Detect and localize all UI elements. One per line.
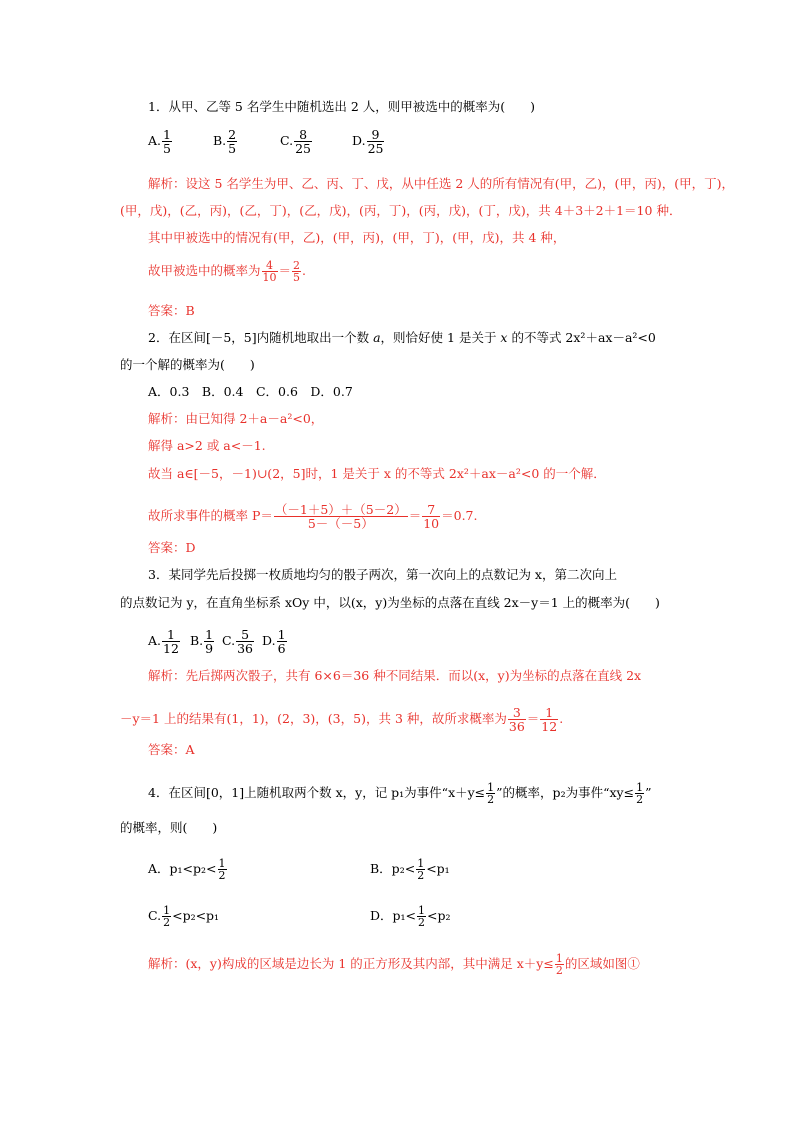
q3-answer: 答案：A [148, 742, 195, 757]
q4-option-b[interactable]: B．p₂< $\frac{1}{2}$ <p₁ [370, 857, 450, 882]
q1-option-d[interactable]: D. $\frac{9}{25}$ [352, 127, 384, 156]
q3-option-d[interactable]: D. $\frac{1}{6}$ [262, 627, 286, 656]
q1-option-a[interactable]: A. $\frac{1}{5}$ [148, 127, 171, 156]
q1-stem: 1．从甲、乙等 5 名学生中随机选出 2 人，则甲被选中的概率为( ) [148, 99, 536, 114]
q2-solution-line-1: 解析：由已知得 2＋a－a²<0， [148, 411, 324, 426]
q4-option-d[interactable]: D．p₁< $\frac{1}{2}$ <p₂ [370, 904, 451, 929]
q3-stem-line-1: 3．某同学先后投掷一枚质地均匀的骰子两次，第一次向上的点数记为 x，第二次向上 [148, 567, 617, 582]
q1-solution-line-1: 解析：设这 5 名学生为甲、乙、丙、丁、戊，从中任选 2 人的所有情况有(甲，乙)，(甲，丙)，(甲，丁)， [148, 176, 735, 191]
q4-option-c[interactable]: C. $\frac{1}{2}$ <p₂<p₁ [148, 904, 220, 929]
q4-stem-line-2: 的概率，则( ) [120, 820, 218, 835]
q2-solution-line-2: 解得 a>2 或 a<－1. [148, 438, 266, 453]
q3-solution-line-2: －y＝1 上的结果有(1，1)，(2，3)，(3，5)，共 3 种，故所求概率为 $\frac{3}{36}$ ＝ $\frac{1}{12}$ . [120, 705, 564, 734]
q3-option-c[interactable]: C. $\frac{5}{36}$ [222, 627, 253, 656]
q3-option-b[interactable]: B. $\frac{1}{9}$ [190, 627, 214, 656]
q1-solution-line-3: 其中甲被选中的情况有(甲，乙)，(甲，丙)，(甲，丁)，(甲，戊)，共 4 种， [148, 230, 566, 245]
q2-solution-line-3: 故当 a∈[－5，－1)∪(2，5]时，1 是关于 x 的不等式 2x²＋ax－a²<0 的一个解． [148, 466, 606, 481]
q3-option-a[interactable]: A. $\frac{1}{12}$ [148, 627, 179, 656]
q2-stem-line-1: 2．在区间[－5，5]内随机地取出一个数 a，则恰好使 1 是关于 x 的不等式 2x²＋ax－a²<0 [148, 330, 656, 345]
q1-answer: 答案：B [148, 303, 195, 318]
q1-option-c[interactable]: C. $\frac{8}{25}$ [280, 127, 311, 156]
q4-option-a[interactable]: A．p₁<p₂< $\frac{1}{2}$ [148, 857, 226, 882]
q2-options[interactable]: A．0.3 B．0.4 C．0.6 D．0.7 [148, 384, 353, 399]
q1-option-b[interactable]: B. $\frac{2}{5}$ [213, 127, 237, 156]
q2-stem-line-2: 的一个解的概率为( ) [120, 357, 255, 372]
q2-solution-line-4: 故所求事件的概率 P＝ $\frac{(-1+5)+(5-2)}{5-(-5)}$ ＝ $\frac{7}{10}$ ＝0.7. [148, 502, 478, 531]
q1-solution-line-2: (甲，戊)，(乙，丙)，(乙，丁)，(乙，戊)，(丙，丁)，(丙，戊)，(丁，戊)，共 4＋3＋2＋1＝10 种． [120, 203, 682, 218]
q2-answer: 答案：D [148, 540, 196, 555]
q3-solution-line-1: 解析：先后掷两次骰子，共有 6×6＝36 种不同结果．而以(x，y)为坐标的点落在直线 2x [148, 668, 642, 683]
q1-solution-line-4: 故甲被选中的概率为 $\frac{4}{10}$ ＝ $\frac{2}{5}$ . [148, 259, 307, 284]
q4-solution-line-1: 解析：(x，y)构成的区域是边长为 1 的正方形及其内部，其中满足 x＋y≤ $\frac{1}{2}$ 的区域如图① [148, 952, 640, 977]
q3-stem-line-2: 的点数记为 y，在直角坐标系 xOy 中，以(x，y)为坐标的点落在直线 2x－y＝1 上的概率为( ) [120, 595, 660, 610]
q4-stem-line-1: 4．在区间[0，1]上随机取两个数 x，y，记 p₁为事件“x＋y≤ $\frac{1}{2}$ ”的概率，p₂为事件“xy≤ $\frac{1}{2}$ ” [148, 781, 652, 806]
